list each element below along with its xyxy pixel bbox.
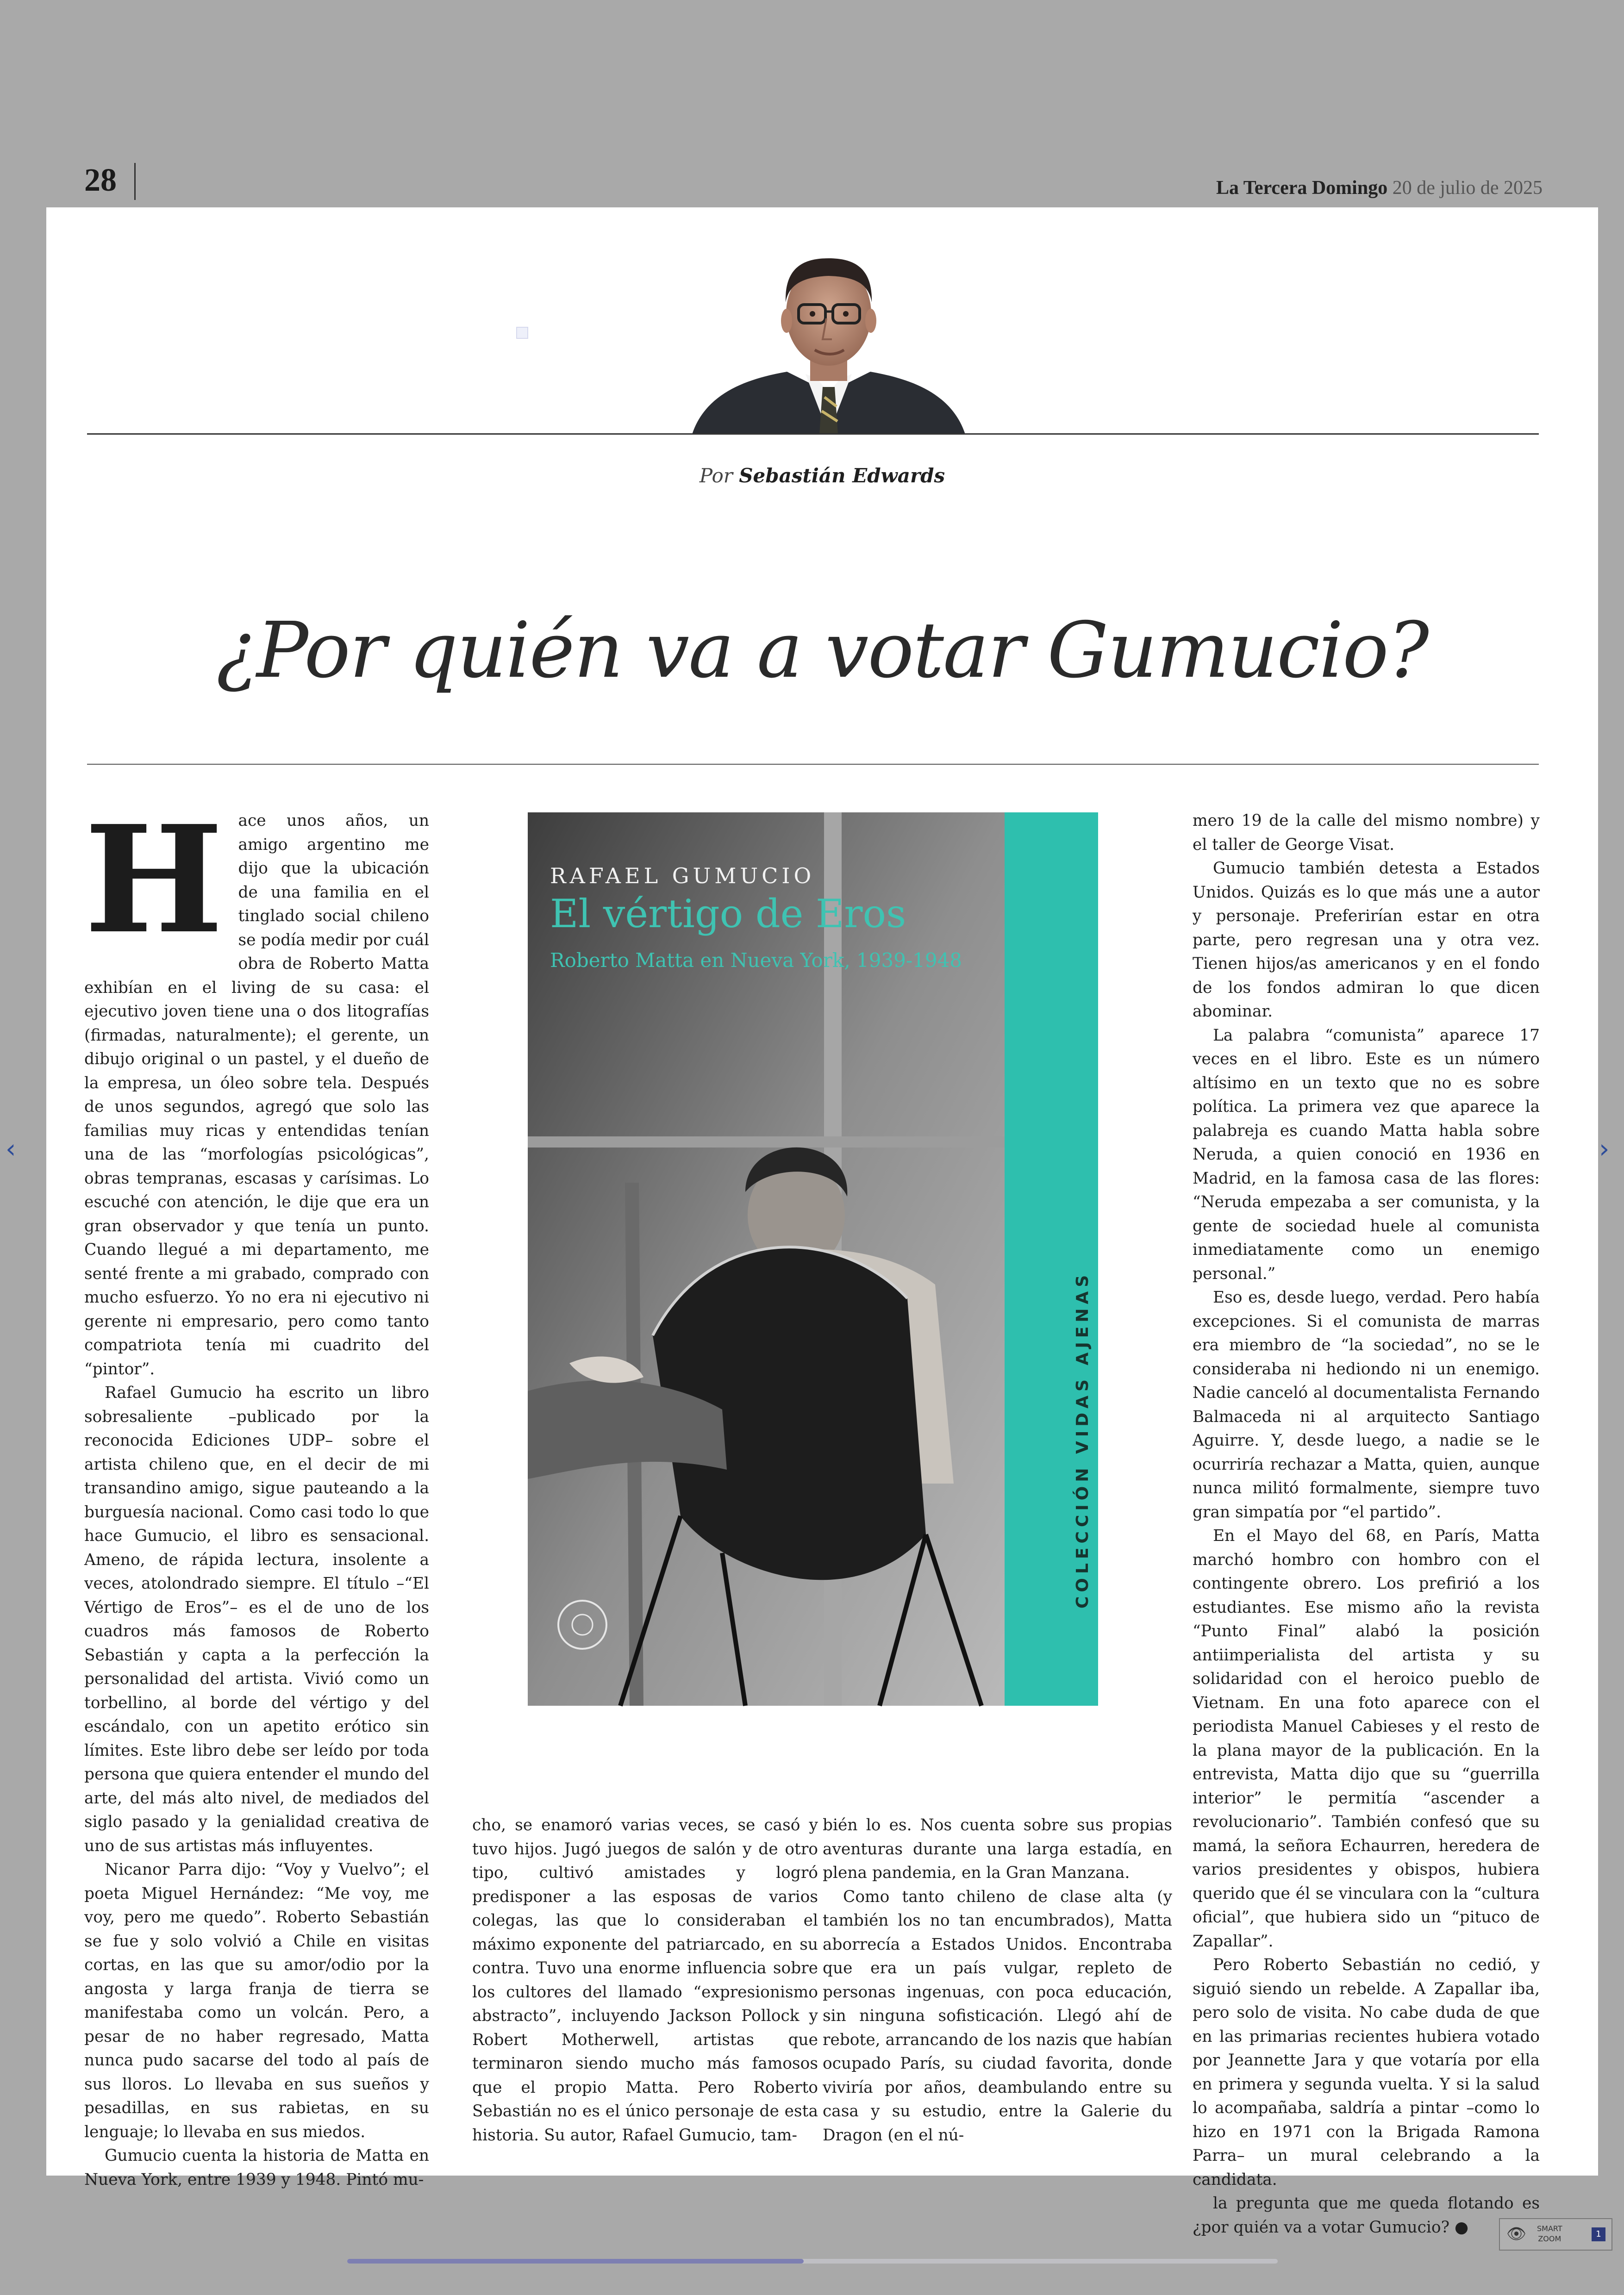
paragraph: La palabra “comunista” aparece 17 veces en el libro. Este es un número altísimo en un texto que no es sobre política. La primera vez que aparece la palabreja es cuando Matta habla sobre Neruda, a quien conoció en 1936 en Madrid, en la famosa casa de las flores: “Neruda empezaba a ser comunista, y la gente de sociedad huele al comunista inmediatamente como un enemigo personal.” (1193, 1026, 1540, 1283)
paragraph: cho, se enamoró varias veces, se casó y tuvo hijos. Jugó juegos de salón y de otro tipo, cultivó amistades y logró predisponer a las esposas de varios colegas, las que lo consideraban el máximo exponente del patriarcado, en su contra. Tuvo una enorme influencia sobre los cultores del llamado “expresionismo abstracto”, incluyendo Jackson Pollock y Robert Motherwell, artistas que terminaron siendo mucho más famosos que el propio Matta. Pero Roberto Sebastián no es el único personaje de esta historia. Su autor, Rafael Gumucio, tam- (472, 1816, 818, 2145)
eye-icon: 👁 (1506, 2225, 1527, 2243)
article-column-1 (84, 793, 429, 2189)
cover-author: RAFAEL GUMUCIO (550, 863, 815, 888)
paragraph: bién lo es. Nos cuenta sobre sus propias aventuras durante una larga estadía, en plena pandemia, en la Gran Manzana. (823, 1816, 1172, 1882)
headline: ¿Por quién va a votar Gumucio? (216, 606, 1428, 696)
header-rule (87, 433, 1539, 435)
lead-text: ace unos años, un amigo argentino me dijo que la ubicación de una familia en el tinglado social chileno se podía medir por cuál obra de Roberto Matta exhibían en el living de su casa: el ejecutivo joven tiene una o dos litografías (firmadas, naturalmente); el gerente, un dibujo original o un pastel, y el dueño de la empresa, un óleo sobre tela. Después de unos segundos, agregó que solo las familias muy ricas y entendidas tenían una de las “morfologías psicológicas”, obras tempranas, escasas y carísimas. Lo escuché con atención, le dije que era un gran observador y que tenía un punto. Cuando llegué a mi departamento, me senté frente a mi grabado, comprado con mucho esfuerzo. Yo no era ni ejecutivo ni gerente ni empresario, pero como tanto compatriota tenía mi cuadrito del “pintor”. (84, 811, 429, 1378)
page-scrollbar[interactable] (347, 2259, 1278, 2264)
smart-zoom-control[interactable] (1499, 2218, 1612, 2251)
paragraph: Gumucio cuenta la historia de Matta en Nueva York, entre 1939 y 1948. Pintó mu- (84, 2146, 429, 2189)
article-column-4 (1193, 809, 1540, 2237)
page-number-divider (134, 163, 136, 200)
paragraph: Eso es, desde luego, verdad. Pero había excepciones. Si el comunista de marras era miembro de “la sociedad”, no se le consideraba ni hediondo ni un enemigo. Nadie canceló al documentalista Fernando Balmaceda ni al arquitecto Santiago Aguirre. Y, desde luego, a nadie se le ocurriría rechazar a Matta, quien, aunque nunca militó formalmente, siempre tuvo gran simpatía por “el partido”. (1193, 1288, 1540, 1522)
end-mark-icon: ● (1454, 2218, 1468, 2237)
paragraph: mero 19 de la calle del mismo nombre) y el taller de George Visat. (1193, 811, 1540, 854)
previous-page-arrow-icon[interactable]: ‹ (6, 1134, 16, 1164)
scrollbar-thumb[interactable] (347, 2259, 804, 2264)
cover-title: El vértigo de Eros (550, 891, 906, 936)
paragraph: Nicanor Parra dijo: “Voy y Vuelvo”; el poeta Miguel Hernández: “Me voy, me voy, pero me quedo”. Roberto Sebastián se fue y solo volvió a Chile en visitas cortas, en las que su amor/odio por la angosta y larga franja de tierra se manifestaba como un volcán. Pero, a pesar de no haber regresado, Matta nunca pudo sacarse del todo al país de sus lloros. Lo llevaba en sus sueños y pesadillas, en sus rabietas, en su lenguaje; lo llevaba en sus miedos. (84, 1860, 429, 2141)
image-placeholder-icon (516, 327, 528, 339)
author-name: Sebastián Edwards (739, 464, 945, 487)
drop-cap: H (84, 793, 224, 966)
closing-text: la pregunta que me queda flotando es ¿por quién va a votar Gumucio? (1193, 2194, 1540, 2237)
paragraph: En el Mayo del 68, en París, Matta marchó hombro con hombro con el contingente obrero. Los prefirió a los estudiantes. Ese mismo año la revista “Punto Final” alabó la posición antiimperialista del artista y su solidaridad con el heroico pueblo de Vietnam. En una foto aparece con el periodista Manuel Cabieses y el resto de la plana mayor de la publicación. En la entrevista, Matta dijo que su “guerrilla interior” le permitía “ascender a revolucionario”. También confesó que su mamá, la señora Echaurren, heredera de varios presidentes y obispos, hubiera querido que él se vinculara con la “cultura oficial”, que hubiera sido un “pituco de Zapallar”. (1193, 1527, 1540, 1951)
byline-prefix: Por (699, 464, 733, 487)
masthead (1216, 177, 1543, 199)
headline-rule (87, 764, 1539, 765)
smart-zoom-label: SMART ZOOM (1537, 2224, 1562, 2243)
cover-series: COLECCIÓN VIDAS AJENAS (1073, 1271, 1092, 1609)
article-column-3 (823, 1814, 1172, 2145)
paragraph: Como tanto chileno de clase alta (y también los no tan encumbrados), Matta aborrecía a Estados Unidos. Encontraba que era un país vulgar, repleto de personas ingenuas, con poca educación, sin ninguna sofisticación. Llegó ahí de rebote, arrancando de los nazis que habían ocupado París, su ciudad favorita, donde viviría por años, deambulando entre su casa y su estudio, entre la Galerie du Dragon (en el nú- (823, 1887, 1172, 2145)
cover-subtitle: Roberto Matta en Nueva York, 1939-1948 (550, 949, 962, 972)
closing-paragraph (1193, 2192, 1540, 2239)
author-portrait (687, 240, 970, 434)
book-cover-photo (528, 812, 1098, 1706)
paragraph: Rafael Gumucio ha escrito un libro sobresaliente –publicado por la reconocida Ediciones UDP– sobre el artista chileno que, en el decir de mi transandino amigo, sigue pauteando a la burguesía nacional. Como casi todo lo que hace Gumucio, el libro es sensacional. Ameno, de rápida lectura, insolente a veces, atolondrado siempre. El título –“El Vértigo de Eros”– es el de uno de los cuadros más famosos de Roberto Sebastián y capta a la perfección la personalidad del artista. Vivió como un torbellino, al borde del vértigo y del escándalo, con un apetito erótico sin límites. Este libro debe ser leído por toda persona que quiera entender el mundo del arte, del más alto nivel, de mediados del siglo pasado y la genialidad creativa de uno de sus artistas más influyentes. (84, 1384, 429, 1855)
lead-paragraph (84, 793, 429, 1381)
byline (46, 464, 1598, 487)
article-column-2 (472, 1814, 818, 2145)
issue-date: 20 de julio de 2025 (1392, 177, 1543, 199)
page-number: 28 (84, 162, 117, 198)
paragraph: Pero Roberto Sebastián no cedió, y siguió siendo un rebelde. A Zapallar iba, pero solo de visita. No cabe duda de que en las primarias recientes hubiera votado por Jeannette Jara y que votaría por ella en primera y segunda vuelta. Y si la salud lo acompañaba, saldría a pintar –como lo hizo en 1971 con la Brigada Ramona Parra– un mural celebrando a la candidata. (1193, 1956, 1540, 2189)
paragraph: Gumucio también detesta a Estados Unidos. Quizás es lo que más une a autor y personaje. Preferirían estar en otra parte, pero regresan una y otra vez. Tienen hijos/as americanos y en el fondo de los fondos admiran lo que dicen abominar. (1193, 859, 1540, 1021)
next-page-arrow-icon[interactable]: › (1599, 1134, 1610, 1164)
zoom-level-box[interactable]: 1 (1592, 2227, 1605, 2241)
book-cover (528, 812, 1098, 1706)
publication-name: La Tercera Domingo (1216, 177, 1388, 199)
